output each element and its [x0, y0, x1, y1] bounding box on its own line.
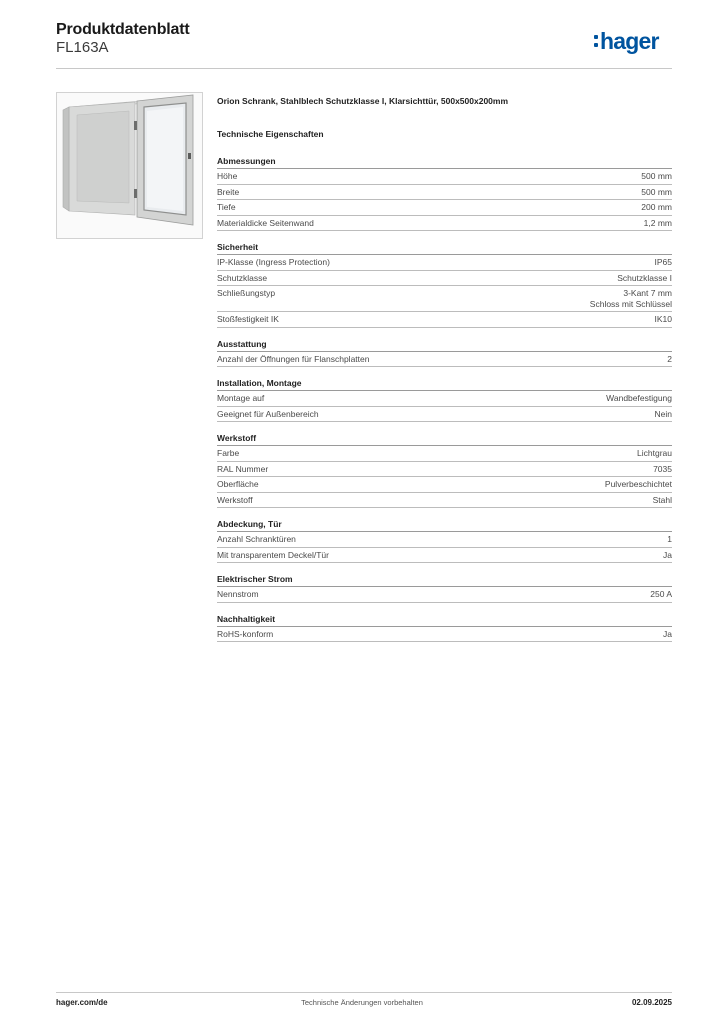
property-label: RoHS-konform	[217, 628, 274, 639]
property-label: Montage auf	[217, 393, 265, 403]
hager-logo	[594, 26, 659, 56]
property-label: Mit transparentem Deckel/Tür	[217, 549, 329, 560]
property-label: Materialdicke Seitenwand	[217, 217, 314, 228]
property-row	[217, 286, 672, 312]
property-row	[217, 627, 672, 643]
property-label: Anzahl der Öffnungen für Flanschplatten	[217, 353, 370, 364]
property-row	[217, 169, 672, 185]
property-row	[217, 477, 672, 493]
logo-colon-icon	[594, 35, 598, 47]
section-title: Elektrischer Strom	[217, 574, 672, 587]
property-value: IK10	[654, 314, 672, 324]
page-title: Produktdatenblatt	[56, 21, 190, 38]
property-label: Stoßfestigkeit IK	[217, 314, 279, 324]
property-section	[217, 574, 672, 603]
property-value: 500 mm	[641, 171, 672, 181]
properties-list	[217, 156, 672, 642]
property-value: Pulverbeschichtet	[604, 479, 672, 489]
property-row	[217, 391, 672, 407]
property-label: IP-Klasse (Ingress Protection)	[217, 257, 330, 267]
property-value: Lichtgrau	[637, 448, 672, 458]
footer-divider	[56, 992, 672, 993]
property-value: Stahl	[652, 494, 672, 505]
property-value: 1,2 mm	[643, 217, 672, 228]
section-title: Sicherheit	[217, 242, 672, 255]
property-label: Werkstoff	[217, 494, 253, 505]
property-label: Schutzklasse	[217, 272, 268, 283]
property-label: Anzahl Schranktüren	[217, 534, 296, 544]
property-row	[217, 255, 672, 271]
property-value: Nein	[654, 408, 672, 419]
property-row	[217, 532, 672, 548]
section-title: Ausstattung	[217, 339, 672, 352]
property-label: Breite	[217, 186, 240, 197]
footer-website[interactable]: hager.com/de	[56, 998, 108, 1007]
property-value: 1	[667, 534, 672, 544]
property-row	[217, 407, 672, 423]
property-row	[217, 312, 672, 328]
property-section	[217, 614, 672, 643]
property-section	[217, 378, 672, 422]
property-row	[217, 587, 672, 603]
header-divider	[56, 68, 672, 69]
product-image	[56, 92, 203, 239]
property-row	[217, 200, 672, 216]
property-value: Wandbefestigung	[606, 393, 672, 403]
property-value: Ja	[663, 628, 672, 639]
article-number: FL163A	[56, 39, 109, 56]
property-row	[217, 216, 672, 232]
property-row	[217, 352, 672, 368]
property-value: 2	[667, 353, 672, 364]
section-title: Abdeckung, Tür	[217, 519, 672, 532]
property-section	[217, 519, 672, 563]
property-row	[217, 493, 672, 509]
property-row	[217, 462, 672, 478]
property-value: 250 A	[650, 589, 672, 599]
section-title: Abmessungen	[217, 156, 672, 169]
product-data-section	[217, 96, 672, 653]
property-row	[217, 446, 672, 462]
section-title: Installation, Montage	[217, 378, 672, 391]
property-label: Nennstrom	[217, 589, 259, 599]
cabinet-illustration-icon	[57, 93, 202, 238]
property-section	[217, 339, 672, 368]
property-row	[217, 548, 672, 564]
logo-wordmark: hager	[600, 28, 659, 54]
property-label: Oberfläche	[217, 479, 259, 489]
property-value: 500 mm	[641, 186, 672, 197]
property-label: Farbe	[217, 448, 240, 458]
tech-properties-heading: Technische Eigenschaften	[217, 129, 324, 139]
property-label: RAL Nummer	[217, 463, 269, 474]
property-label: Schließungstyp	[217, 288, 276, 298]
product-description: Orion Schrank, Stahlblech Schutzklasse I, Klarsichttür, 500x500x200mm	[217, 96, 509, 106]
property-value: 7035	[653, 463, 672, 474]
property-row	[217, 185, 672, 201]
property-label: Höhe	[217, 171, 238, 181]
property-section	[217, 433, 672, 508]
property-label: Geeignet für Außenbereich	[217, 408, 319, 419]
section-title: Nachhaltigkeit	[217, 614, 672, 627]
section-title: Werkstoff	[217, 433, 672, 446]
property-label: Tiefe	[217, 202, 236, 212]
footer-note: Technische Änderungen vorbehalten	[301, 998, 423, 1007]
property-section	[217, 156, 672, 231]
property-row	[217, 271, 672, 287]
footer-date: 02.09.2025	[631, 998, 672, 1007]
property-value: 3-Kant 7 mm Schloss mit Schlüssel	[589, 288, 672, 309]
property-value: 200 mm	[641, 202, 672, 212]
property-value: Schutzklasse I	[617, 272, 672, 283]
property-value: IP65	[654, 257, 672, 267]
property-value: Ja	[663, 549, 672, 560]
property-section	[217, 242, 672, 328]
